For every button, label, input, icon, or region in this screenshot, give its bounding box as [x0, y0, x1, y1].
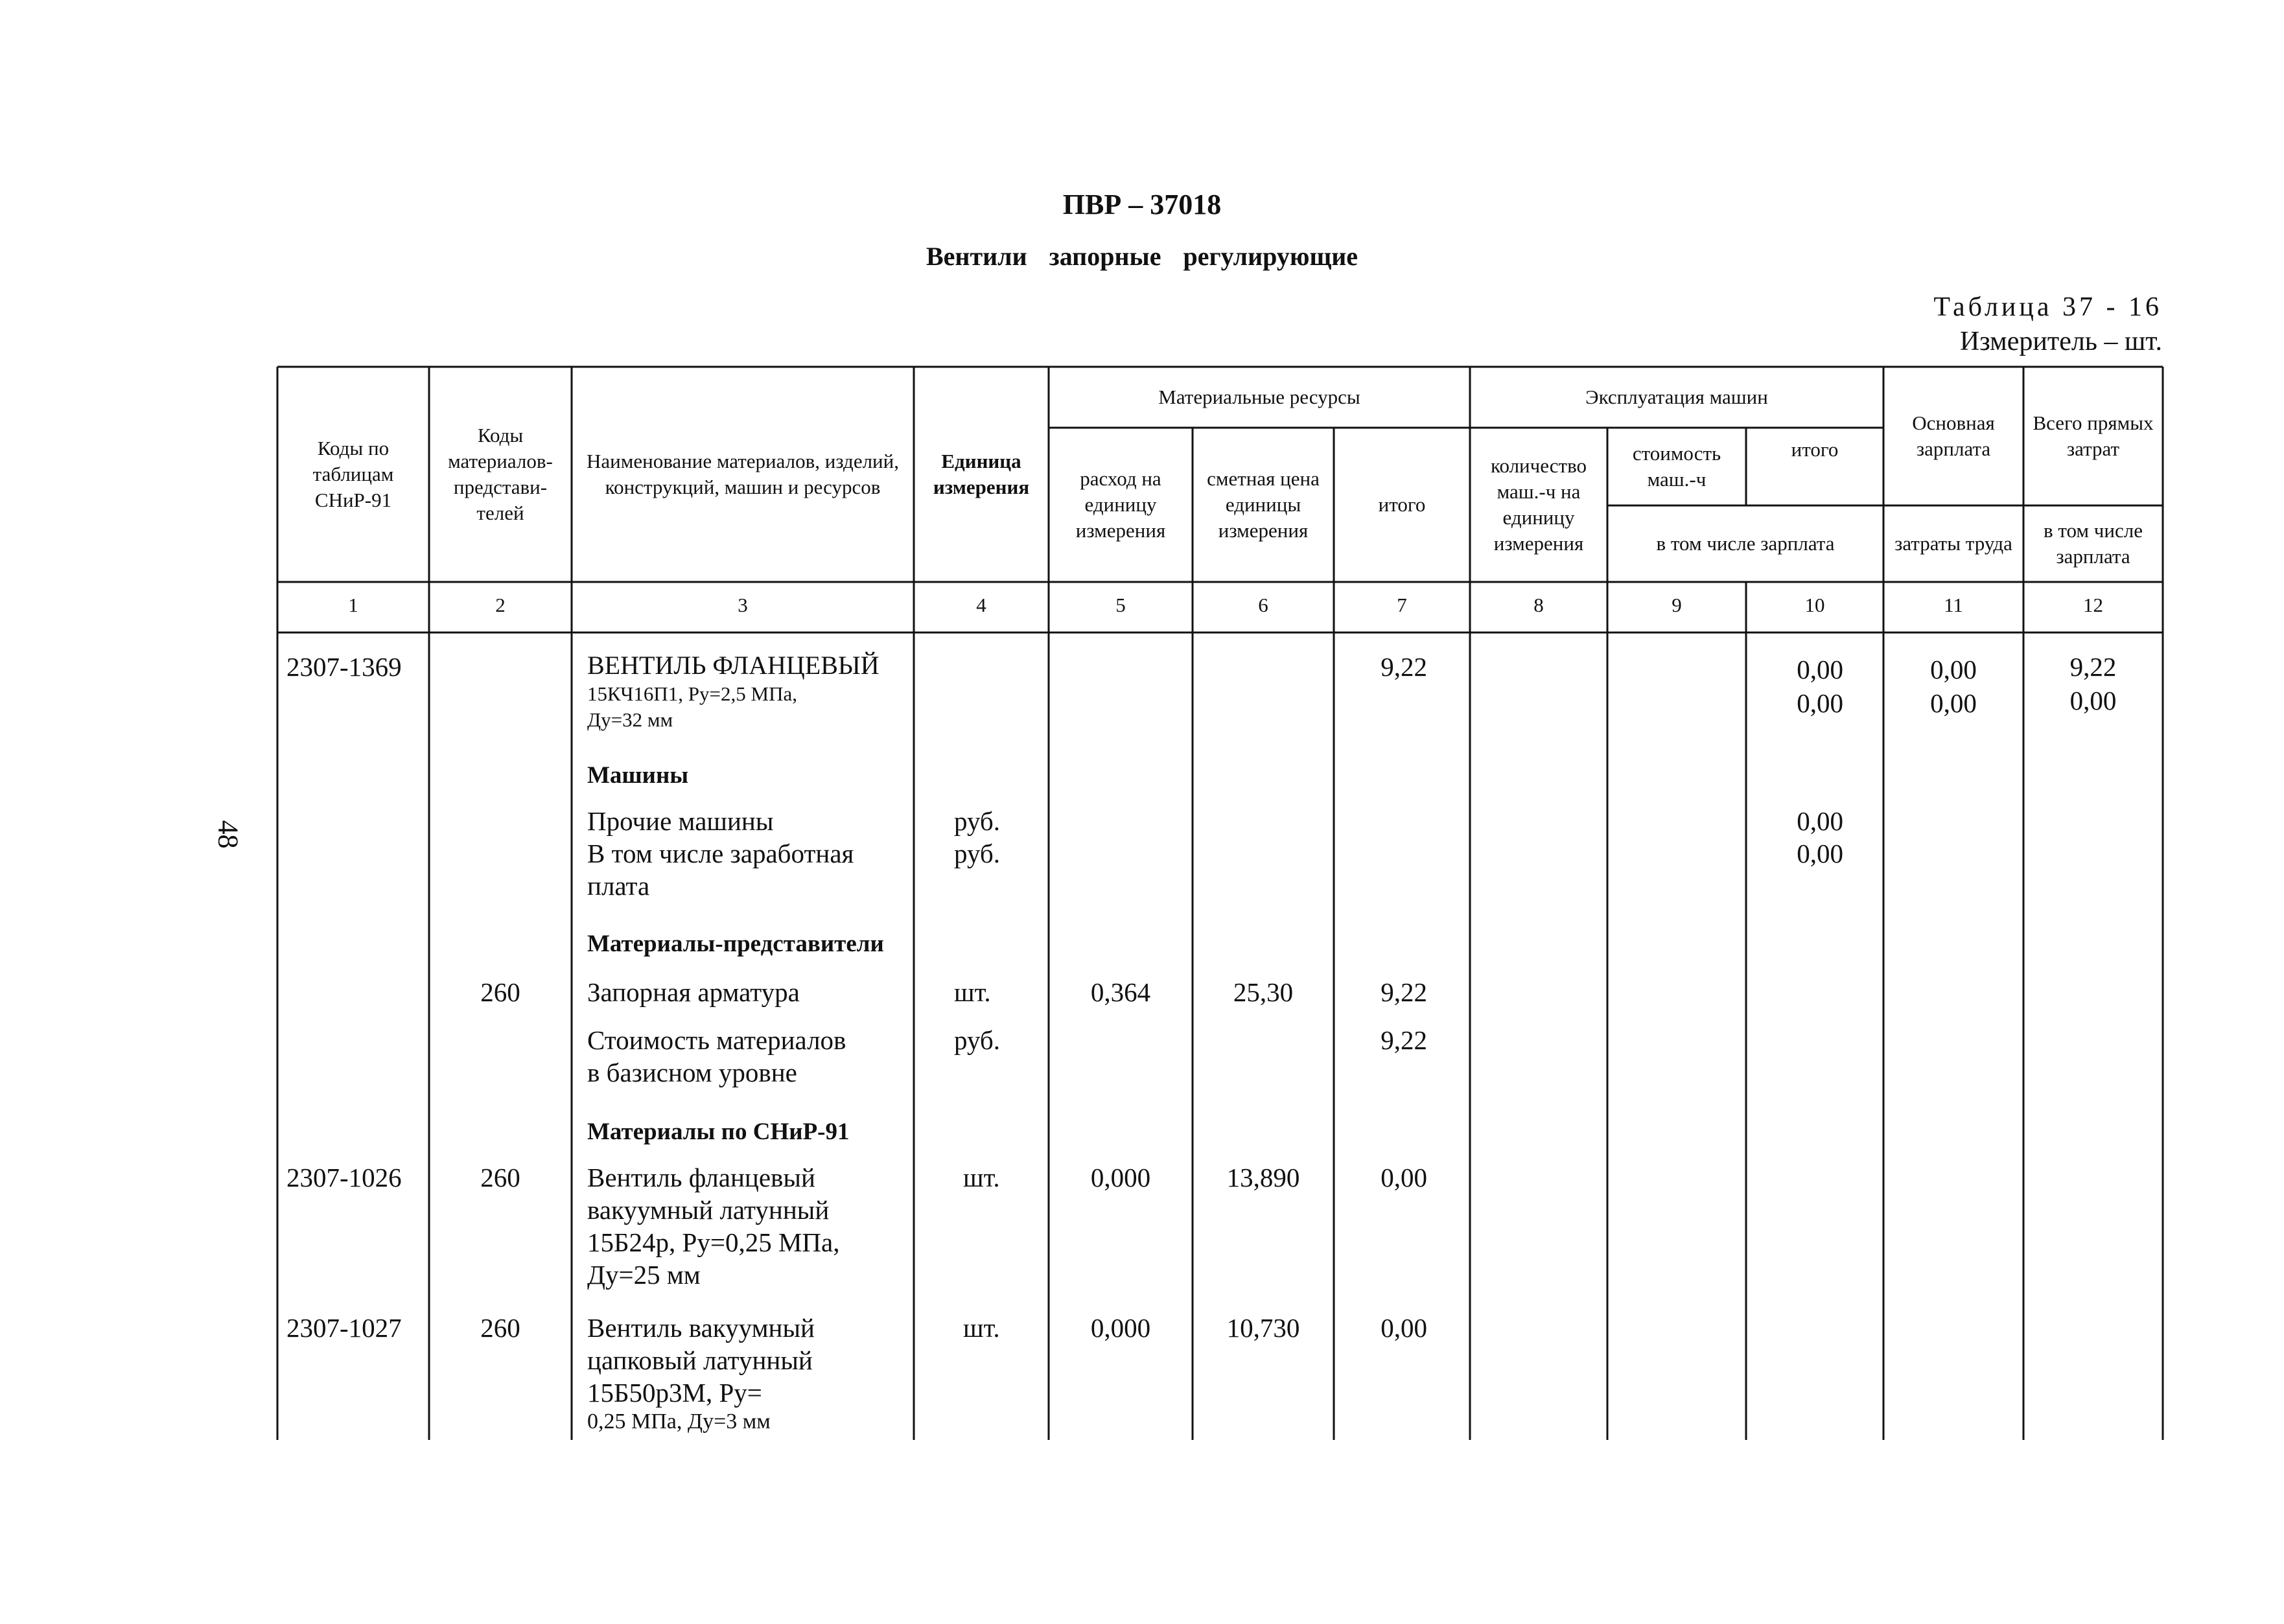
col-number: 3	[738, 594, 748, 616]
row-rep-name: Запорная арматура	[587, 977, 800, 1007]
row-item1-code: 2307-1026	[286, 1163, 402, 1192]
row-rep-consumption: 0,364	[1090, 977, 1151, 1007]
header-labor: затраты труда	[1894, 532, 2012, 555]
header-qty-hours: количество маш.-ч на единицу измерения	[1491, 454, 1587, 555]
col-number: 1	[348, 594, 358, 616]
header-machine-group: Эксплуатация машин	[1585, 386, 1768, 408]
col-number: 5	[1115, 594, 1126, 616]
row-item1-rep: 260	[480, 1163, 520, 1192]
row-item2-rep: 260	[480, 1313, 520, 1343]
col-number: 4	[976, 594, 986, 616]
row-main-direct-1: 9,22	[2069, 652, 2117, 682]
header-direct-total: Всего прямых затрат	[2033, 412, 2154, 460]
row-item2-code: 2307-1027	[286, 1313, 402, 1343]
row-incl-wage-unit: руб.	[954, 839, 1001, 868]
row-item2-total: 0,00	[1381, 1313, 1427, 1343]
col-number: 7	[1397, 594, 1407, 616]
row-main-machine-1: 0,00	[1797, 655, 1843, 684]
table-label: Таблица 37 - 16	[1933, 292, 2162, 322]
row-main-direct-2: 0,00	[2069, 686, 2117, 715]
row-incl-wage-2: плата	[587, 871, 650, 901]
row-cost-materials-1: Стоимость материалов	[587, 1025, 846, 1055]
row-main-name-2: 15КЧ16П1, Ру=2,5 МПа,	[587, 682, 797, 705]
header-material-group: Материальные ресурсы	[1158, 386, 1360, 408]
page-subtitle: Вентили запорные регулирующие	[926, 242, 1358, 271]
page-number: 48	[212, 820, 244, 849]
row-item1-name-3: 15Б24р, Ру=0,25 МПа,	[587, 1227, 840, 1257]
unit-label: Измеритель – шт.	[1959, 327, 2162, 356]
header-cost-hour: стоимость маш.-ч	[1632, 442, 1721, 491]
section-rep-materials: Материалы-представители	[587, 931, 884, 957]
header-total: итого	[1378, 493, 1426, 516]
row-item1-name-4: Ду=25 мм	[587, 1260, 701, 1290]
header-consumption: расход на единицу измерения	[1075, 467, 1166, 542]
row-item2-name-4: 0,25 МПа, Ду=3 мм	[587, 1409, 771, 1433]
row-main-total: 9,22	[1381, 652, 1427, 682]
header-direct-incl: в том числе зарплата	[2044, 519, 2143, 568]
row-main-name-1: ВЕНТИЛЬ ФЛАНЦЕВЫЙ	[587, 651, 880, 680]
row-cost-materials-total: 9,22	[1381, 1025, 1427, 1055]
row-other-machines-value: 0,00	[1797, 806, 1843, 836]
row-item2-price: 10,730	[1226, 1313, 1300, 1343]
page-title: ПВР – 37018	[1062, 189, 1222, 220]
row-item2-name-3: 15Б50р3М, Ру=	[587, 1378, 762, 1408]
row-main-code: 2307-1369	[286, 652, 402, 682]
row-item2-unit: шт.	[963, 1313, 1000, 1343]
col-number: 9	[1672, 594, 1682, 616]
col-number: 10	[1804, 594, 1825, 616]
row-item1-name-1: Вентиль фланцевый	[587, 1163, 815, 1192]
row-main-wage-1: 0,00	[1930, 655, 1977, 684]
row-rep-price: 25,30	[1233, 977, 1294, 1007]
row-item1-total: 0,00	[1381, 1163, 1427, 1192]
header-price: сметная цена единицы измерения	[1207, 467, 1320, 542]
header-machine-total: итого	[1791, 438, 1839, 461]
header-name: Наименование материалов, изделий, конструкций, машин и ресурсов	[587, 450, 899, 498]
col-number: 11	[1944, 594, 1963, 616]
row-cost-materials-unit: руб.	[954, 1025, 1001, 1055]
row-item2-name-1: Вентиль вакуумный	[587, 1313, 815, 1343]
row-rep-code: 260	[480, 977, 520, 1007]
row-incl-wage-1: В том числе заработная	[587, 839, 854, 868]
col-number: 8	[1533, 594, 1544, 616]
row-main-name-3: Ду=32 мм	[587, 708, 673, 731]
section-machines: Машины	[587, 762, 689, 789]
header-codes-snip: Коды по таблицам СНиР-91	[312, 437, 394, 511]
row-item1-consumption: 0,000	[1090, 1163, 1151, 1192]
row-item2-consumption: 0,000	[1090, 1313, 1151, 1343]
header-unit: Единица измерения	[933, 450, 1030, 498]
header-incl-wages: в том числе зарплата	[1656, 532, 1835, 555]
row-rep-total: 9,22	[1381, 977, 1427, 1007]
row-main-machine-2: 0,00	[1797, 688, 1843, 718]
row-item1-name-2: вакуумный латунный	[587, 1195, 830, 1225]
row-other-machines: Прочие машины	[587, 806, 774, 836]
row-incl-wage-value: 0,00	[1797, 839, 1843, 868]
row-rep-unit: шт.	[954, 977, 991, 1007]
section-snip-materials: Материалы по СНиР-91	[587, 1119, 850, 1145]
col-number: 2	[495, 594, 506, 616]
row-main-wage-2: 0,00	[1930, 688, 1977, 718]
col-number: 12	[2083, 594, 2103, 616]
col-number: 6	[1258, 594, 1268, 616]
row-item1-price: 13,890	[1226, 1163, 1300, 1192]
row-other-machines-unit: руб.	[954, 806, 1001, 836]
row-item1-unit: шт.	[963, 1163, 1000, 1192]
row-cost-materials-2: в базисном уровне	[587, 1058, 797, 1087]
header-base-wage: Основная зарплата	[1912, 412, 1995, 460]
row-item2-name-2: цапковый латунный	[587, 1345, 813, 1375]
header-codes-rep: Коды материалов-представи-телей	[448, 424, 553, 524]
